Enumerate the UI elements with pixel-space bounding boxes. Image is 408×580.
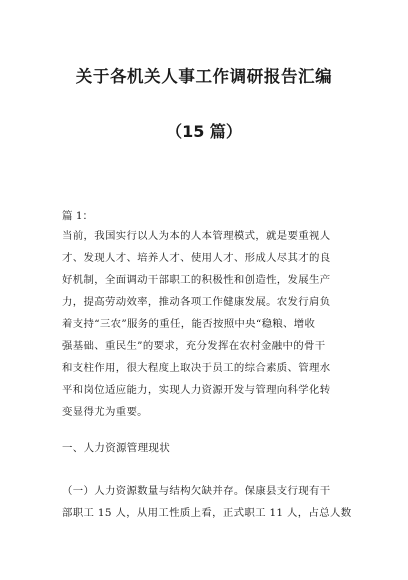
body-line: （一）人力资源数量与结构欠缺并存。保康县支行现有干 <box>62 485 331 497</box>
body-paragraph <box>62 480 352 524</box>
document-count: （15 篇） <box>166 122 242 141</box>
document-title: 关于各机关人事工作调研报告汇编 <box>75 67 333 86</box>
intro-line: 才、发现人才、培养人才、使用人才、形成人尽其才的良 <box>62 252 331 264</box>
intro-line: 着支持“三农”服务的重任，能否按照中央“稳粮、增收 <box>62 318 316 330</box>
intro-line: 好机制，全面调动干部职工的积极性和创造性，发展生产 <box>62 274 331 286</box>
intro-line: 力，提高劳动效率，推动各项工作健康发展。农发行肩负 <box>62 296 331 308</box>
section-label: 篇 1： <box>62 210 94 222</box>
intro-line: 平和岗位适应能力，实现人力资源开发与管理向科学化转 <box>62 384 331 396</box>
intro-line: 当前，我国实行以人为本的人本管理模式，就是要重视人 <box>62 230 331 242</box>
intro-line: 强基础、重民生”的要求，充分发挥在农村金融中的骨干 <box>62 340 326 352</box>
body-line: 部职工 15 人，从用工性质上看，正式职工 11 人，占总人数 <box>62 507 352 519</box>
intro-line: 和支柱作用，很大程度上取决于员工的综合素质、管理水 <box>62 362 331 374</box>
section-heading: 一、人力资源管理现状 <box>62 442 170 454</box>
intro-paragraph <box>62 225 349 423</box>
intro-line: 变显得尤为重要。 <box>62 406 148 418</box>
